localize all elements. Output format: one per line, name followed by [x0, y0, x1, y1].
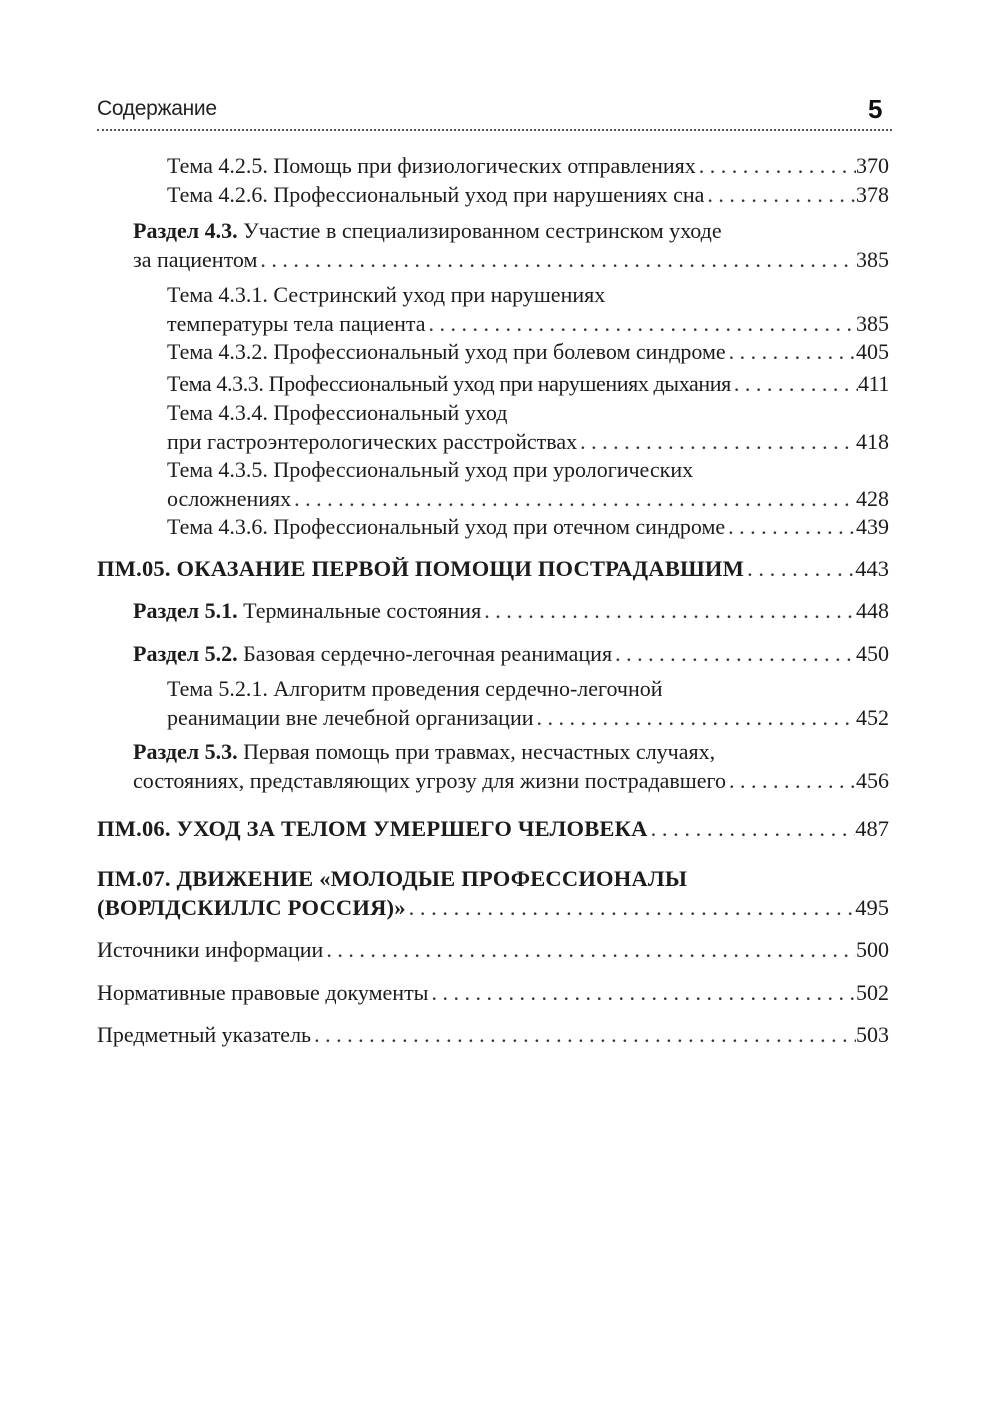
toc-entry-page: 452 [856, 704, 889, 730]
toc-entry-text: Тема 4.3.2. Профессиональный уход при болевом синдроме [167, 339, 726, 364]
toc-entry-page: 502 [856, 980, 889, 1005]
toc-entry-text-cont: (ВОРЛДСКИЛЛС РОССИЯ)» [97, 894, 406, 920]
leader-dots [426, 310, 856, 339]
leader-dots [726, 338, 856, 367]
toc-entry[interactable] [97, 1021, 889, 1050]
toc-entry-page: 428 [856, 485, 889, 511]
toc-entry-page: 487 [855, 816, 889, 841]
page-number: 5 [868, 94, 883, 124]
toc-entry-text: Тема 5.2.1. Алгоритм проведения сердечно-легочной [167, 676, 663, 701]
toc-entry[interactable] [167, 399, 889, 456]
toc-entry[interactable] [167, 370, 889, 399]
toc-entry[interactable] [97, 936, 889, 965]
toc-entry-text-cont: температуры тела пациента [167, 310, 426, 336]
leader-dots [731, 370, 858, 399]
leader-dots [577, 428, 856, 457]
toc-entry[interactable] [97, 979, 889, 1008]
toc-entry-text-cont: состояниях, представляющих угрозу для жизни пострадавшего [133, 767, 726, 793]
toc-entry-page: 411 [858, 371, 889, 396]
toc-entry-page: 450 [856, 641, 889, 666]
section-label: Раздел 5.2. [133, 641, 238, 666]
toc-entry-text: ПМ.06. УХОД ЗА ТЕЛОМ УМЕРШЕГО ЧЕЛОВЕКА [97, 816, 648, 841]
toc-entry[interactable] [167, 338, 889, 367]
toc-entry-text-cont: за пациентом [133, 246, 258, 272]
toc-entry-page: 385 [856, 246, 889, 272]
leader-dots [257, 246, 856, 275]
leader-dots [291, 485, 856, 514]
toc-entry[interactable] [133, 640, 889, 669]
toc-entry[interactable] [167, 675, 889, 732]
leader-dots [612, 640, 856, 669]
toc-entry-text: Базовая сердечно-легочная реанимация [243, 641, 613, 666]
toc-entry-text: Нормативные правовые документы [97, 980, 429, 1005]
leader-dots [481, 597, 856, 626]
toc-entry-text: ПМ.05. ОКАЗАНИЕ ПЕРВОЙ ПОМОЩИ ПОСТРАДАВШИМ [97, 556, 745, 581]
toc-entry[interactable] [133, 738, 889, 795]
toc-entry-page: 418 [856, 428, 889, 454]
section-label: Раздел 5.3. [133, 739, 238, 764]
toc-entry-text: Предметный указатель [97, 1022, 312, 1047]
toc-entry-page: 443 [855, 556, 889, 581]
toc-entry-page: 370 [856, 153, 889, 178]
toc-entry-text: ПМ.07. ДВИЖЕНИЕ «МОЛОДЫЕ ПРОФЕССИОНАЛЫ [97, 866, 688, 891]
toc-module-entry[interactable] [97, 815, 889, 844]
leader-dots [704, 181, 856, 210]
leader-dots [726, 767, 856, 796]
toc-entry-text-cont: реанимации вне лечебной организации [167, 704, 534, 730]
toc-entry-page: 500 [856, 937, 889, 962]
running-header-title: Содержание [97, 97, 217, 120]
toc-entry-text: Тема 4.3.1. Сестринский уход при нарушениях [167, 282, 606, 307]
section-label: Раздел 4.3. [133, 218, 238, 243]
leader-dots [648, 815, 856, 844]
leader-dots [696, 152, 856, 181]
toc-entry-page: 405 [856, 339, 889, 364]
toc-entry[interactable] [167, 281, 889, 338]
leader-dots [744, 555, 855, 584]
toc-entry-text: Тема 4.3.6. Профессиональный уход при отечном синдроме [167, 514, 726, 539]
toc-module-entry[interactable] [97, 555, 889, 584]
leader-dots [323, 936, 856, 965]
toc-entry[interactable] [133, 217, 889, 274]
leader-dots [428, 979, 856, 1008]
toc-entry-page: 378 [856, 182, 889, 207]
toc-entry-page: 385 [856, 310, 889, 336]
toc-entry-page: 456 [856, 767, 889, 793]
toc-entry-text: Тема 4.3.3. Профессиональный уход при нарушениях дыхания [167, 371, 731, 396]
toc-entry[interactable] [167, 456, 889, 513]
toc-entry[interactable] [167, 513, 889, 542]
toc-entry-text: Источники информации [97, 937, 324, 962]
toc-entry-text: Тема 4.2.5. Помощь при физиологических отправлениях [167, 153, 696, 178]
toc-entry-text: Тема 4.3.5. Профессиональный уход при урологических [167, 457, 694, 482]
toc-entry-text: Первая помощь при травмах, несчастных случаях, [243, 739, 716, 764]
toc-entry-page: 495 [855, 894, 889, 920]
leader-dots [534, 704, 856, 733]
toc-entry-text-cont: при гастроэнтерологических расстройствах [167, 428, 578, 454]
leader-dots [311, 1021, 856, 1050]
toc-entry-text: Терминальные состояния [243, 598, 482, 623]
toc-entry[interactable] [133, 597, 889, 626]
toc-entry[interactable] [167, 152, 889, 181]
toc-entry-text: Участие в специализированном сестринском уходе [243, 218, 722, 243]
toc-entry-text: Тема 4.3.4. Профессиональный уход [167, 400, 508, 425]
toc-entry-page: 503 [856, 1022, 889, 1047]
section-label: Раздел 5.1. [133, 598, 238, 623]
header-dotted-rule [97, 129, 892, 131]
toc-entry-page: 448 [856, 598, 889, 623]
toc-entry-text-cont: осложнениях [167, 485, 292, 511]
toc-entry-page: 439 [856, 514, 889, 539]
toc-entry[interactable] [167, 181, 889, 210]
toc-module-entry[interactable] [97, 865, 889, 922]
leader-dots [725, 513, 856, 542]
toc-entry-text: Тема 4.2.6. Профессиональный уход при нарушениях сна [167, 182, 705, 207]
leader-dots [406, 894, 856, 923]
